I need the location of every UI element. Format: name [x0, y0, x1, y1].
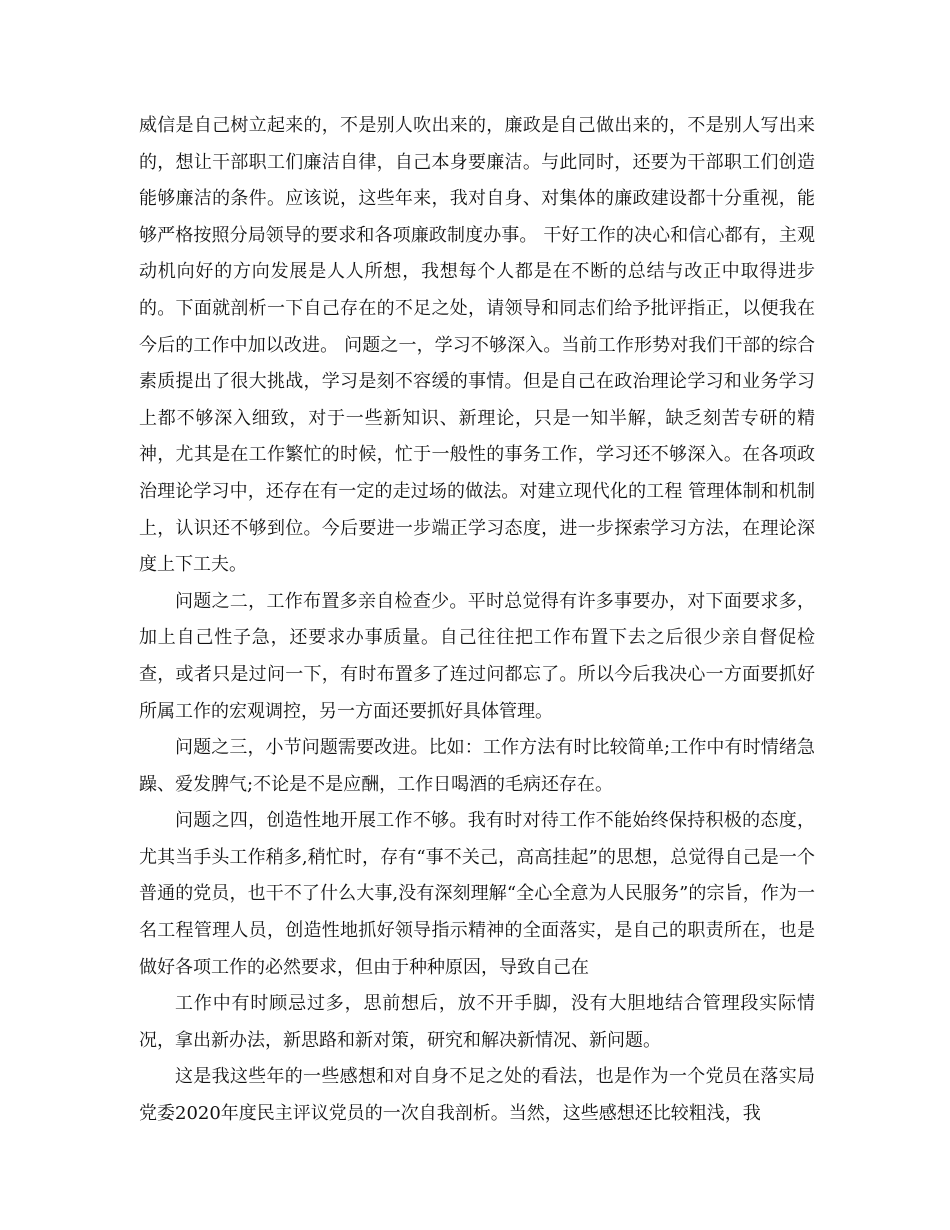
paragraph-5: 工作中有时顾忌过多，思前想后，放不开手脚，没有大胆地结合管理段实际情况，拿出新办法，新思路和新对策，研究和解决新情况、新问题。 [139, 993, 815, 1051]
paragraph-2: 问题之二，工作布置多亲自检查少。平时总觉得有许多事要办，对下面要求多，加上自己性子急，还要求办事质量。自己往往把工作布置下去之后很少亲自督促检查，或者只是过问一下，有时布置多了连过问都忘了。所以今后我决心一方面要抓好所属工作的宏观调控，另一方面还要抓好具体管理。 [139, 590, 815, 722]
document-body [139, 108, 815, 1133]
paragraph-4: 问题之四，创造性地开展工作不够。我有时对待工作不能始终保持积极的态度，尤其当手头工作稍多,稍忙时，存有“事不关己，高高挂起”的思想，总觉得自己是一个普通的党员，也干不了什么大事,没有深刻理解“全心全意为人民服务”的宗旨，作为一名工程管理人员，创造性地抓好领导指示精神的全面落实，是自己的职责所在，也是做好各项工作的必然要求，但由于种种原因，导致自己在 [139, 810, 815, 978]
paragraph-3: 问题之三，小节问题需要改进。比如：工作方法有时比较简单;工作中有时情绪急躁、爱发脾气;不论是不是应酬，工作日喝酒的毛病还存在。 [139, 737, 815, 795]
paragraph-6: 这是我这些年的一些感想和对自身不足之处的看法，也是作为一个党员在落实局党委2020年度民主评议党员的一次自我剖析。当然，这些感想还比较粗浅，我 [139, 1066, 815, 1125]
paragraph-1: 威信是自己树立起来的，不是别人吹出来的，廉政是自己做出来的，不是别人写出来的，想让干部职工们廉洁自律，自己本身要廉洁。与此同时，还要为干部职工们创造能够廉洁的条件。应该说，这些年来，我对自身、对集体的廉政建设都十分重视，能够严格按照分局领导的要求和各项廉政制度办事。 干好工作的决心和信心都有，主观动机向好的方向发展是人人所想，我想每个人都是在不断的总结与改正中取得进步的。下面就剖析一下自己存在的不足之处，请领导和同志们给予批评指正，以便我在今后的工作中加以改进。 问题之一，学习不够深入。当前工作形势对我们干部的综合素质提出了很大挑战，学习是刻不容缓的事情。但是自己在政治理论学习和业务学习上都不够深入细致，对于一些新知识、新理论，只是一知半解，缺乏刻苦专研的精神，尤其是在工作繁忙的时候，忙于一般性的事务工作，学习还不够深入。在各项政治理论学习中，还存在有一定的走过场的做法。对建立现代化的工程 管理体制和机制上，认识还不够到位。今后要进一步端正学习态度，进一步探索学习方法，在理论深度上下工夫。 [139, 115, 815, 576]
